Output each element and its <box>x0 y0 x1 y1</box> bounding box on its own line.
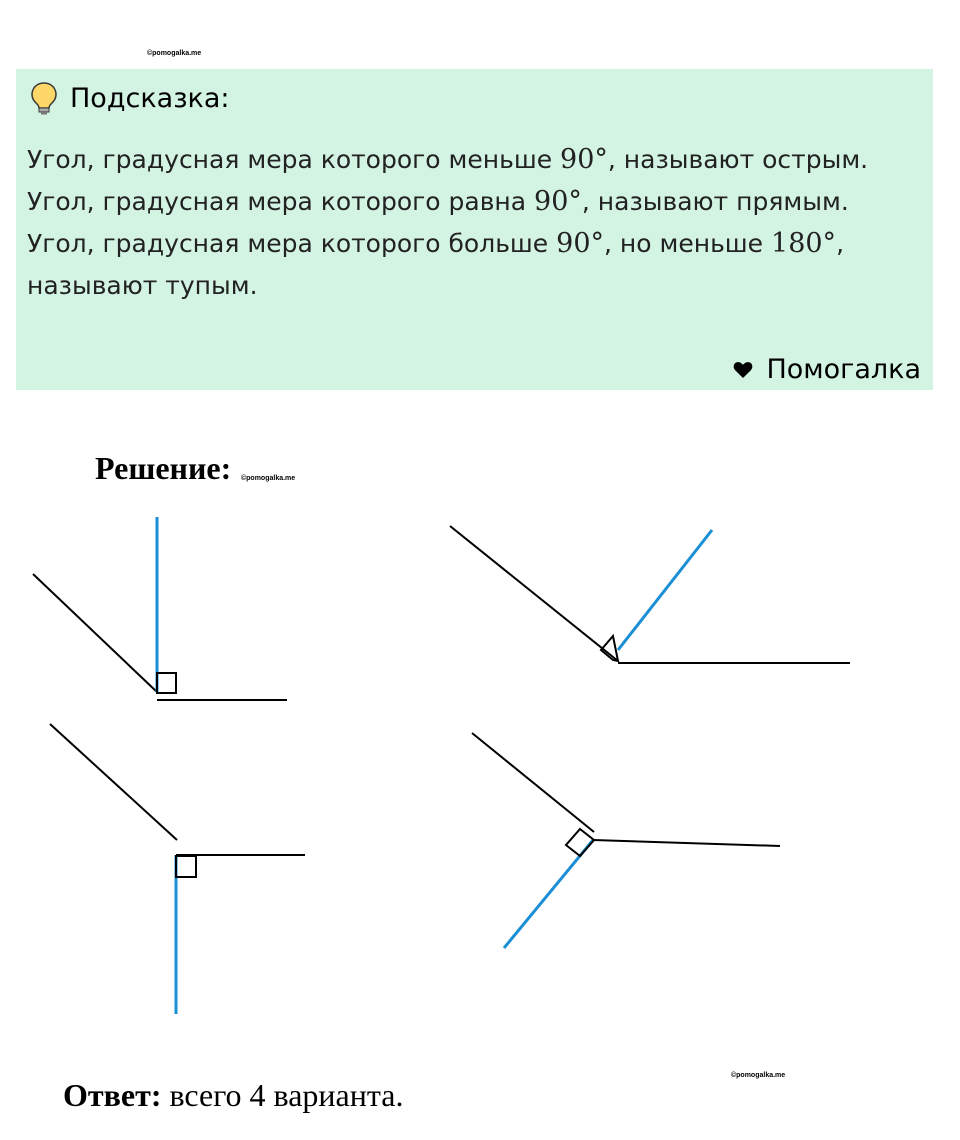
right-angle-mark <box>157 673 176 693</box>
watermark-bottom: ©pomogalka.me <box>731 1072 786 1079</box>
hint-text: , называют острым. <box>607 145 869 174</box>
watermark-top: ©pomogalka.me <box>147 50 202 57</box>
black-ray <box>450 526 618 661</box>
hint-text: Угол, градусная мера которого меньше <box>27 145 561 174</box>
right-angle-mark <box>176 856 196 877</box>
black-ray <box>33 574 157 692</box>
hint-value: 90° <box>556 228 604 259</box>
hint-text: Угол, градусная мера которого больше <box>27 229 557 258</box>
hint-value: 90° <box>560 144 608 175</box>
blue-ray <box>618 530 712 650</box>
figure-2 <box>450 526 850 663</box>
answer-text: всего 4 варианта. <box>161 1077 404 1113</box>
figure-3 <box>50 724 305 1014</box>
signature-text: Помогалка <box>766 354 921 385</box>
right-angle-mark <box>601 636 618 661</box>
hint-title: Подсказка: <box>70 82 230 114</box>
hint-text: , называют прямым. <box>581 187 849 216</box>
hint-value: 180° <box>771 228 837 259</box>
black-ray <box>50 724 177 840</box>
solution-heading: Решение: <box>95 450 232 486</box>
black-ray <box>472 733 594 832</box>
hint-text: Угол, градусная мера которого равна <box>27 187 535 216</box>
hint-text: , но меньше <box>604 229 772 258</box>
answer-label: Ответ: <box>63 1077 162 1113</box>
answer <box>63 1077 403 1114</box>
watermark-solution: ©pomogalka.me <box>241 475 296 482</box>
figure-4 <box>472 733 780 948</box>
black-ray <box>593 840 780 846</box>
figure-1 <box>33 517 287 700</box>
hint-text: , называют тупым. <box>27 229 845 300</box>
hint-value: 90° <box>534 186 582 217</box>
